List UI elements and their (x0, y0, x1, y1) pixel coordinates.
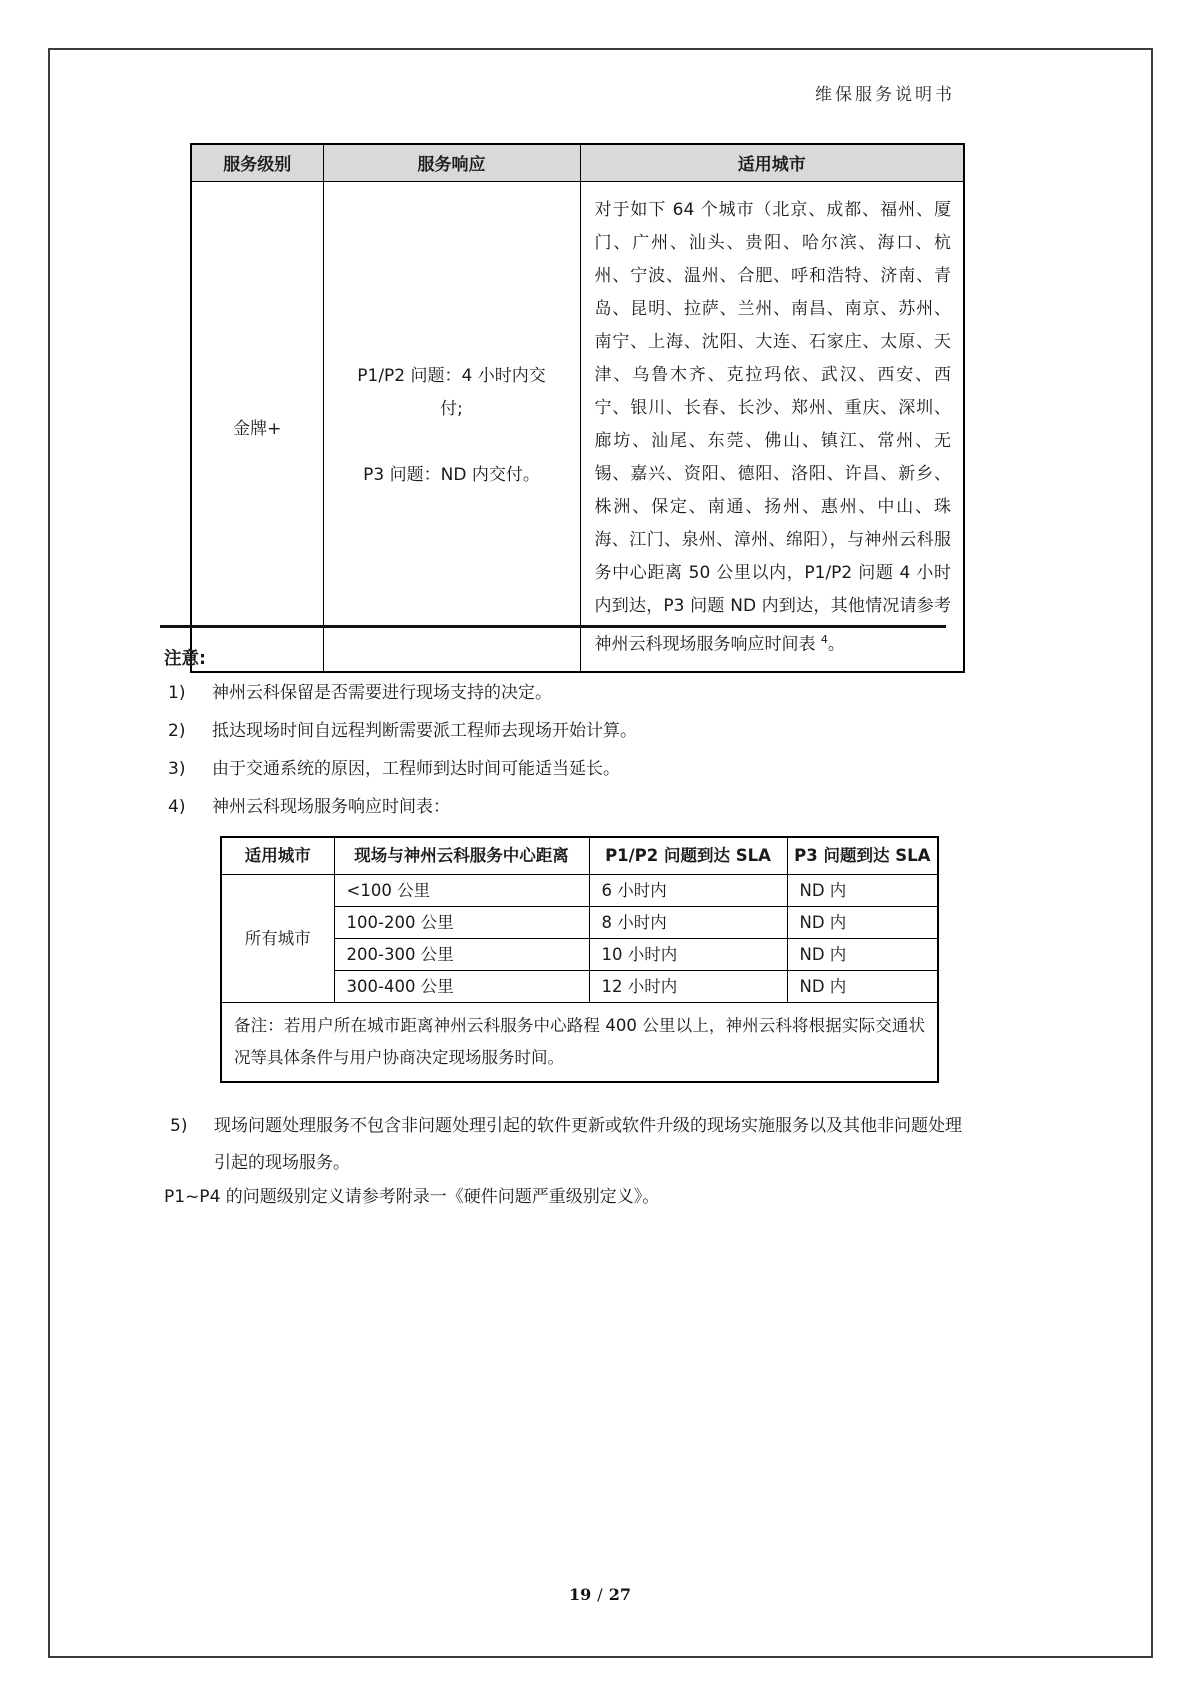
note-number: 1) (168, 683, 186, 703)
note-number: 2) (168, 721, 186, 741)
p1p2-sla-cell: 10 小时内 (589, 939, 787, 971)
p3-sla-cell: ND 内 (787, 971, 938, 1003)
header-city-scope: 适用城市 (221, 837, 334, 875)
list-item (168, 682, 968, 704)
notes-list (168, 682, 968, 834)
p1p2-sla-cell: 12 小时内 (589, 971, 787, 1003)
note-number: 4) (168, 797, 186, 817)
sla-response-time-table (220, 836, 939, 1083)
list-item (168, 720, 968, 742)
remark-row (221, 1003, 938, 1083)
p1p2-sla-cell: 6 小时内 (589, 875, 787, 907)
page-total: 27 (608, 1585, 631, 1604)
table-row (221, 875, 938, 907)
note-number: 5) (170, 1116, 188, 1136)
service-table-header-row (191, 144, 964, 181)
note-text: 神州云科现场服务响应时间表： (212, 797, 450, 817)
city-scope-cell: 所有城市 (221, 875, 334, 1003)
table-row (191, 181, 964, 672)
header-distance: 现场与神州云科服务中心距离 (334, 837, 589, 875)
service-level-cell: 金牌+ (191, 181, 323, 672)
closing-paragraph: P1~P4 的问题级别定义请参考附录一《硬件问题严重级别定义》。 (164, 1187, 660, 1207)
service-response-cell (323, 181, 580, 672)
header-p1p2-sla: P1/P2 问题到达 SLA (589, 837, 787, 875)
note-text: 神州云科保留是否需要进行现场支持的决定。 (212, 683, 552, 703)
remark-cell: 备注：若用户所在城市距离神州云科服务中心路程 400 公里以上，神州云科将根据实际交通状况等具体条件与用户协商决定现场服务时间。 (221, 1003, 938, 1083)
cities-period: 。 (827, 634, 845, 655)
list-item (168, 796, 968, 818)
note-text: 现场问题处理服务不包含非问题处理引起的软件更新或软件升级的现场实施服务以及其他非问题处理引起的现场服务。 (214, 1116, 962, 1173)
page-number: 19 (569, 1585, 592, 1604)
list-item (170, 1108, 962, 1182)
note-number: 3) (168, 759, 186, 779)
p3-sla-cell: ND 内 (787, 907, 938, 939)
document-header-title: 维保服务说明书 (815, 85, 955, 105)
response-p3-text: P3 问题：ND 内交付。 (363, 465, 540, 486)
section-divider-rule (160, 625, 946, 628)
distance-cell: 100-200 公里 (334, 907, 589, 939)
p1p2-sla-cell: 8 小时内 (589, 907, 787, 939)
p3-sla-cell: ND 内 (787, 875, 938, 907)
distance-cell: 200-300 公里 (334, 939, 589, 971)
note-text: 由于交通系统的原因，工程师到达时间可能适当延长。 (212, 759, 620, 779)
header-service-level: 服务级别 (191, 144, 323, 181)
header-p3-sla: P3 问题到达 SLA (787, 837, 938, 875)
distance-cell: <100 公里 (334, 875, 589, 907)
service-level-table (190, 143, 965, 673)
header-applicable-cities: 适用城市 (580, 144, 964, 181)
response-p1p2-text: P1/P2 问题：4 小时内交付; (357, 366, 546, 420)
notice-heading: 注意: (164, 649, 206, 669)
list-item (168, 758, 968, 780)
footnote-reference: 4 (820, 632, 828, 646)
page-footer (0, 1585, 1200, 1604)
note-text: 抵达现场时间自远程判断需要派工程师去现场开始计算。 (212, 721, 637, 741)
page-number-separator: / (597, 1585, 603, 1604)
p3-sla-cell: ND 内 (787, 939, 938, 971)
cities-text: 对于如下 64 个城市（北京、成都、福州、厦门、广州、汕头、贵阳、哈尔滨、海口、杭州、宁波、温州、合肥、呼和浩特、济南、青岛、昆明、拉萨、兰州、南昌、南京、苏州、南宁、上海、沈阳、大连、石家庄、太原、天津、乌鲁木齐、克拉玛依、武汉、西安、西宁、银川、长春、长沙、郑州、重庆、深圳、廊坊、汕尾、东莞、佛山、镇江、常州、无锡、嘉兴、资阳、德阳、洛阳、许昌、新乡、株洲、保定、南通、扬州、惠州、中山、珠海、江门、泉州、漳州、绵阳），与神州云科服务中心距离 50 公里以内，P1/P2 问题 4 小时内到达，P3 问题 ND 内到达，其他情况请参考神州云科现场服务响应时间表 (594, 199, 951, 655)
applicable-cities-cell (580, 181, 964, 672)
distance-cell: 300-400 公里 (334, 971, 589, 1003)
header-service-response: 服务响应 (323, 144, 580, 181)
sla-table-header-row (221, 837, 938, 875)
